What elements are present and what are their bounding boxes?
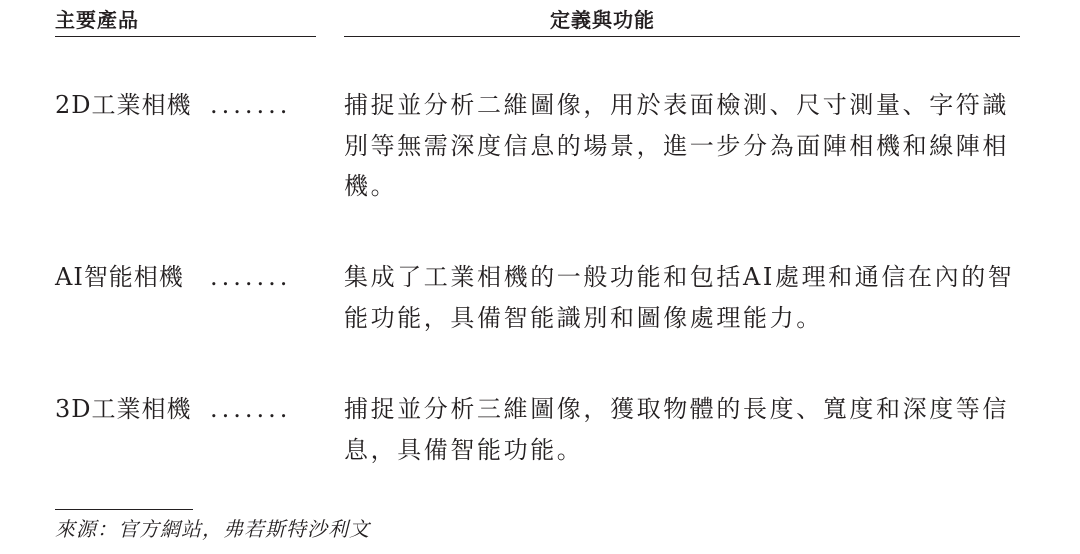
product-description: 捕捉並分析三維圖像，獲取物體的長度、寬度和深度等信息，具備智能功能。 (344, 395, 1009, 464)
leader-dots: ....... (210, 395, 292, 423)
product-term: 2D工業相機 (55, 91, 192, 119)
product-term: AI智能相機 (55, 263, 184, 291)
definition-column-header: 定義與功能 (550, 8, 655, 32)
product-term: 3D工業相機 (55, 395, 192, 423)
definition-header-rule (344, 36, 1020, 37)
leader-dots: ....... (210, 91, 292, 119)
source-rule (55, 509, 193, 510)
product-header-rule (55, 36, 316, 37)
leader-dots: ....... (210, 263, 292, 291)
product-description: 集成了工業相機的一般功能和包括AI處理和通信在內的智能功能，具備智能識別和圖像處理能力。 (344, 263, 1015, 332)
source-note: 來源：官方網站，弗若斯特沙利文 (55, 517, 370, 541)
product-column-header: 主要產品 (55, 8, 139, 32)
product-description: 捕捉並分析二維圖像，用於表面檢測、尺寸測量、字符識別等無需深度信息的場景，進一步分為面陣相機和線陣相機。 (344, 91, 1009, 200)
